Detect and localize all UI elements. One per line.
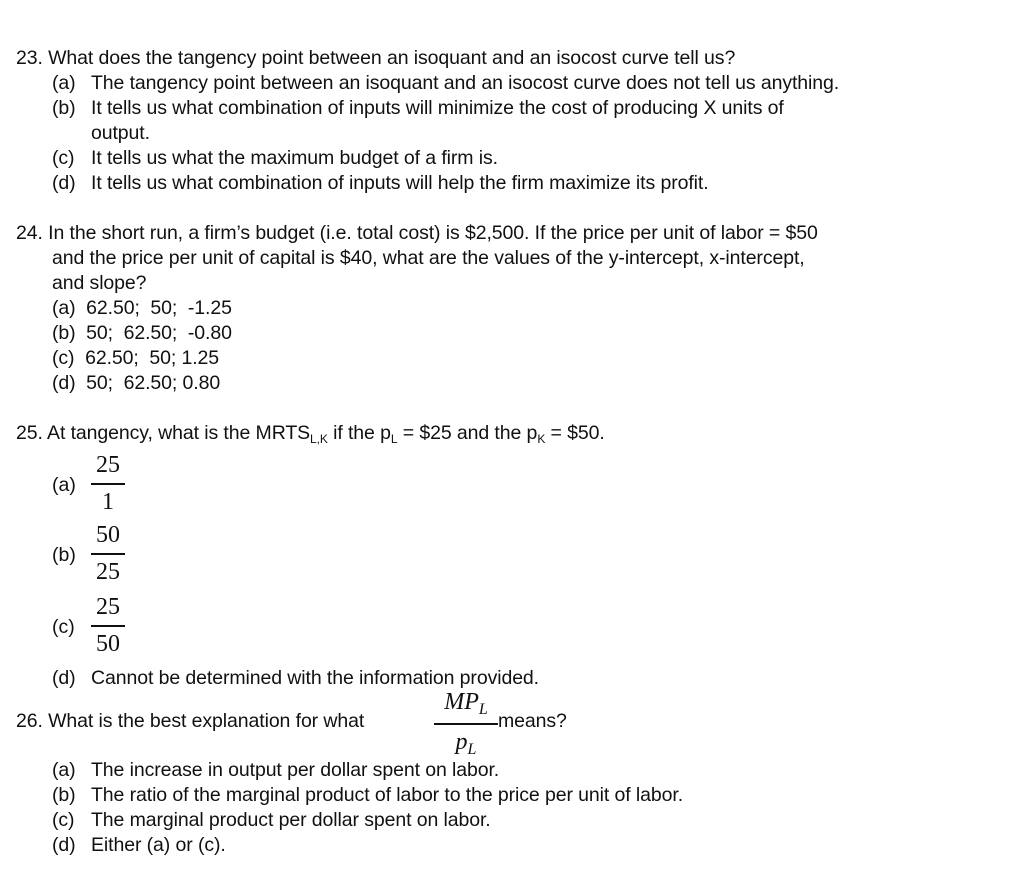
q25-option-d (52, 666, 539, 690)
q26-denominator-p: p (455, 728, 468, 755)
q26-option-b (52, 783, 683, 807)
q25-question-part-1: 25. At tangency, what is the MRTS (16, 422, 311, 444)
q25-option-a-label: (a) (52, 474, 76, 496)
q25-option-b-fraction (91, 521, 125, 586)
q23-option-c-label: (c) (52, 147, 75, 169)
q23-option-c (52, 146, 498, 170)
q26-numerator-sub: L (478, 701, 488, 718)
q25-question-sub-2: L (390, 432, 398, 446)
q25-question-part-2: if the p (327, 422, 391, 444)
q23-option-a-label: (a) (52, 72, 76, 94)
q26-option-a (52, 758, 499, 782)
q26-question-part-1: 26. What is the best explanation for what (16, 710, 365, 732)
q25-option-c-denominator: 50 (96, 630, 120, 657)
q23-option-a (52, 71, 839, 95)
q25-option-a-fraction-bar (91, 483, 125, 485)
q25-option-d-text: Cannot be determined with the information provided. (91, 667, 539, 689)
q25-option-c-fraction (91, 593, 125, 658)
q25-option-b-fraction-bar (91, 553, 125, 555)
q25-option-c-label: (c) (52, 616, 75, 638)
q26-fraction-denominator (434, 728, 498, 759)
q23-option-c-text: It tells us what the maximum budget of a firm is. (91, 147, 498, 169)
q26-denominator-sub: L (467, 740, 477, 758)
q26-option-d-label: (d) (52, 834, 76, 856)
q23-option-b-text-1: It tells us what combination of inputs will minimize the cost of producing X units of (91, 97, 784, 119)
q23-option-a-text: The tangency point between an isoquant and an isocost curve does not tell us anything. (91, 72, 840, 94)
q24-option-d: (d) 50; 62.50; 0.80 (52, 372, 221, 394)
q24-option-c: (c) 62.50; 50; 1.25 (52, 347, 220, 369)
q25-question (16, 421, 605, 447)
q23-option-d (52, 171, 709, 195)
q25-question-part-3: = $25 and the p (397, 422, 538, 444)
q23-question: 23. What does the tangency point between an isoquant and an isocost curve tell us? (16, 47, 736, 69)
q23-option-b (52, 96, 784, 120)
q25-option-d-label: (d) (52, 667, 76, 689)
q26-fraction-numerator (434, 688, 498, 719)
q23-option-b-text-2: output. (91, 122, 150, 144)
q25-option-b-label: (b) (52, 544, 76, 566)
q24-option-a: (a) 62.50; 50; -1.25 (52, 297, 232, 319)
q25-question-sub-3: K (537, 432, 546, 446)
q26-fraction-bar (434, 723, 498, 725)
q25-option-a-fraction (91, 451, 125, 516)
q25-question-part-4: = $50. (545, 422, 605, 444)
q25-option-c-numerator: 25 (96, 594, 120, 620)
q24-question-line-1: 24. In the short run, a firm’s budget (i.e. total cost) is $2,500. If the price per unit of labor = $50 (16, 222, 818, 244)
q24-question-line-2: and the price per unit of capital is $40, what are the values of the y-intercept, x-intercept, (52, 247, 805, 269)
q26-mp-over-p-fraction (434, 688, 498, 759)
q26-numerator-mp: MP (444, 689, 479, 715)
q24-option-b: (b) 50; 62.50; -0.80 (52, 322, 232, 344)
q23-option-d-text: It tells us what combination of inputs will help the firm maximize its profit. (91, 172, 709, 194)
q26-option-d-text: Either (a) or (c). (91, 834, 226, 856)
q25-question-sub-1: L,K (310, 432, 328, 446)
q24-question-line-3: and slope? (52, 272, 147, 294)
q25-option-a-denominator: 1 (102, 488, 114, 515)
q26-option-a-text: The increase in output per dollar spent on labor. (91, 759, 500, 781)
q26-option-d (52, 833, 226, 857)
q25-option-b-denominator: 25 (96, 558, 120, 585)
q26-option-a-label: (a) (52, 759, 76, 781)
q26-question-part-2: means? (498, 710, 567, 732)
q26-option-b-text: The ratio of the marginal product of labor to the price per unit of labor. (91, 784, 684, 806)
q26-option-c-label: (c) (52, 809, 75, 831)
q25-option-a-numerator: 25 (96, 452, 120, 478)
q26-option-c-text: The marginal product per dollar spent on labor. (91, 809, 491, 831)
q23-option-b-label: (b) (52, 97, 76, 119)
q26-option-c (52, 808, 491, 832)
q26-option-b-label: (b) (52, 784, 76, 806)
q25-option-b-numerator: 50 (96, 522, 120, 548)
q25-option-c-fraction-bar (91, 625, 125, 627)
q23-option-d-label: (d) (52, 172, 76, 194)
